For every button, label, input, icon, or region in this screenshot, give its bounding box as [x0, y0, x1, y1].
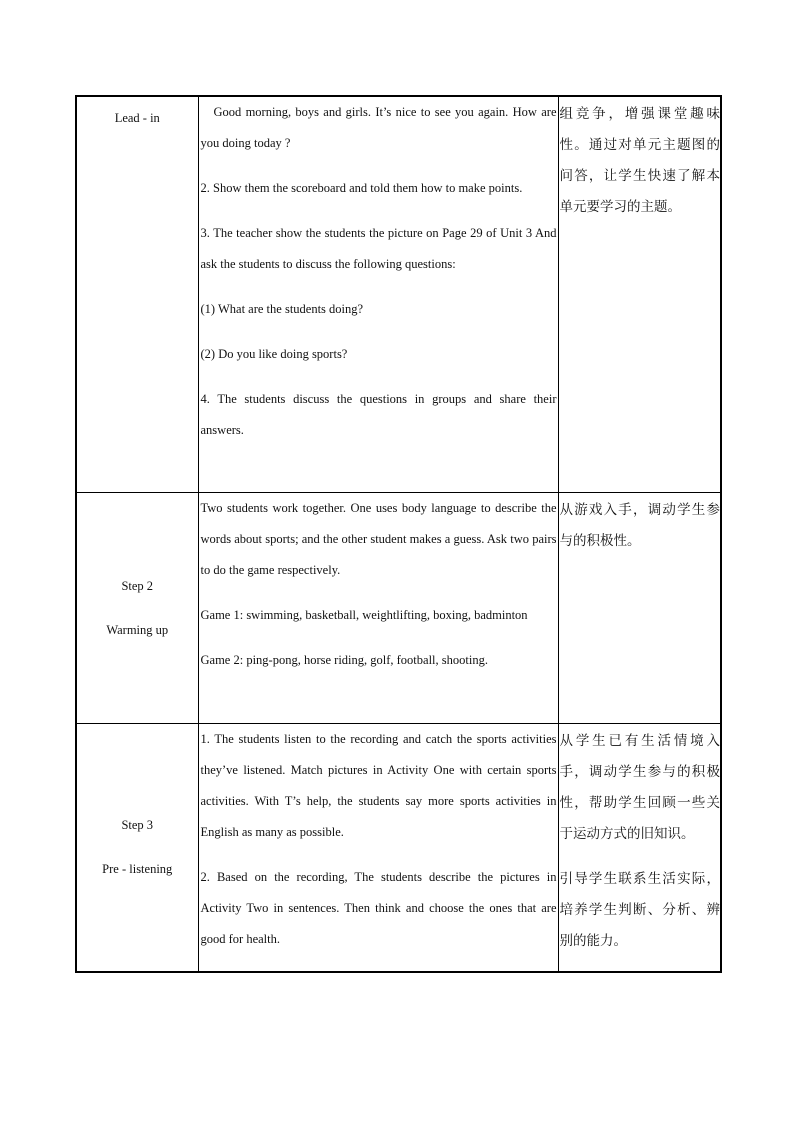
step-label: Lead - in: [114, 111, 160, 125]
step-label: Step 3: [121, 818, 154, 833]
table-row: [76, 492, 721, 723]
teaching-note: 从学生已有生活情境入手，调动学生参与的积极性，帮助学生回顾一些关于运动方式的旧知识。: [559, 732, 720, 842]
content-paragraph: Two students work together. One uses body language to describe the words about sports; and the other student makes a guess. Ask two pairs to do the game respectively.: [200, 500, 557, 577]
table-row: [76, 96, 721, 492]
step-cell: [76, 492, 198, 723]
teaching-note: 组竞争，增强课堂趣味性。通过对单元主题图的问答，让学生快速了解本单元要学习的主题。: [559, 106, 720, 215]
content-paragraph: Game 2: ping-pong, horse riding, golf, football, shooting.: [200, 652, 488, 667]
step-cell: [76, 723, 198, 972]
teaching-note: 引导学生联系生活实际，培养学生判断、分析、辨别的能力。: [559, 870, 720, 949]
content-paragraph: Good morning, boys and girls. It’s nice to see you again. How are you doing today ?: [200, 105, 557, 150]
step-label: Step 2: [121, 578, 154, 593]
content-cell: [198, 96, 558, 492]
table-row: [76, 723, 721, 972]
step-label: Warming up: [106, 622, 169, 637]
step-cell: [76, 96, 198, 492]
content-paragraph: (1) What are the students doing?: [200, 302, 364, 316]
content-paragraph: Game 1: swimming, basketball, weightlifting, boxing, badminton: [200, 607, 528, 622]
step-label: Pre - listening: [102, 862, 173, 877]
content-paragraph: 2. Based on the recording, The students describe the pictures in Activity Two in sentences. Then think and choose the ones that are good for health.: [200, 869, 557, 946]
notes-cell: [558, 492, 721, 723]
content-paragraph: (2) Do you like doing sports?: [200, 347, 348, 361]
notes-cell: [558, 723, 721, 972]
content-cell: [198, 723, 558, 972]
lesson-plan-table: [75, 95, 722, 973]
content-paragraph: 3. The teacher show the students the picture on Page 29 of Unit 3 And ask the students to discuss the following questions:: [200, 226, 557, 271]
content-paragraph: 1. The students listen to the recording and catch the sports activities they’ve listened. Match pictures in Activity One with certain sports activities. With T’s help, the students say more sports activities in English as many as possible.: [200, 731, 557, 839]
content-paragraph: 4. The students discuss the questions in groups and share their answers.: [200, 392, 557, 437]
teaching-note: 从游戏入手，调动学生参与的积极性。: [559, 501, 720, 549]
content-paragraph: 2. Show them the scoreboard and told them how to make points.: [200, 181, 523, 195]
content-cell: [198, 492, 558, 723]
notes-cell: [558, 96, 721, 492]
